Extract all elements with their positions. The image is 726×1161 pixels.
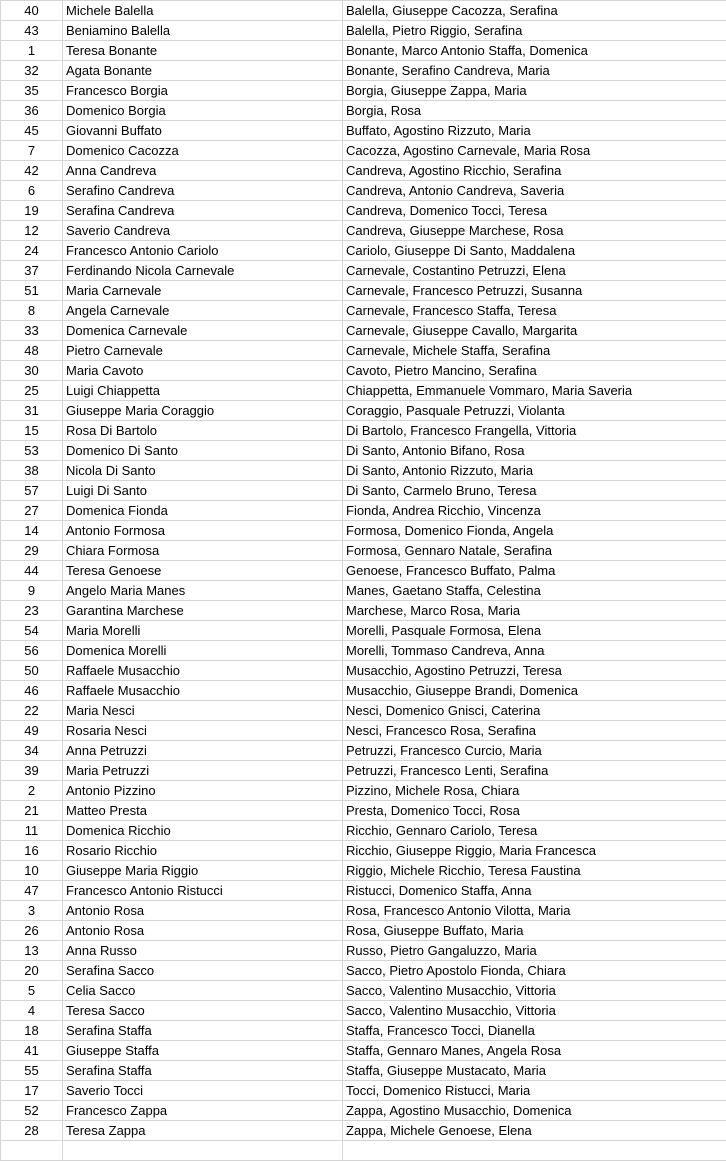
cell-number[interactable]: 16 [1, 841, 63, 861]
table-row [1, 301, 726, 321]
cell-number[interactable]: 19 [1, 201, 63, 221]
table-row [1, 281, 726, 301]
table-row [1, 241, 726, 261]
table-row [1, 181, 726, 201]
cell-name[interactable]: Garantina Marchese [63, 601, 343, 621]
cell-name[interactable]: Francesco Antonio Cariolo [63, 241, 343, 261]
table-row [1, 1, 726, 21]
cell-name[interactable]: Anna Russo [63, 941, 343, 961]
cell-number[interactable]: 20 [1, 961, 63, 981]
cell-name[interactable]: Francesco Zappa [63, 1101, 343, 1121]
cell-name[interactable]: Maria Cavoto [63, 361, 343, 381]
cell-number[interactable]: 30 [1, 361, 63, 381]
table-row [1, 681, 726, 701]
cell-name[interactable]: Serafina Sacco [63, 961, 343, 981]
table-row [1, 701, 726, 721]
cell-name[interactable]: Antonio Rosa [63, 921, 343, 941]
cell-parents[interactable]: Cariolo, Giuseppe Di Santo, Maddalena [343, 241, 726, 261]
cell-name[interactable]: Saverio Tocci [63, 1081, 343, 1101]
cell-parents[interactable]: Carnevale, Francesco Staffa, Teresa [343, 301, 726, 321]
cell-number[interactable]: 10 [1, 861, 63, 881]
cell-name[interactable]: Matteo Presta [63, 801, 343, 821]
cell-name[interactable]: Domenico Borgia [63, 101, 343, 121]
table-row [1, 1081, 726, 1101]
cell-name[interactable]: Luigi Di Santo [63, 481, 343, 501]
cell-parents[interactable]: Nesci, Francesco Rosa, Serafina [343, 721, 726, 741]
cell-number[interactable]: 26 [1, 921, 63, 941]
table-row [1, 961, 726, 981]
cell-number[interactable]: 47 [1, 881, 63, 901]
cell-name[interactable]: Serafina Staffa [63, 1021, 343, 1041]
cell-name[interactable]: Domenica Carnevale [63, 321, 343, 341]
cell-parents[interactable]: Coraggio, Pasquale Petruzzi, Violanta [343, 401, 726, 421]
cell-name[interactable]: Maria Nesci [63, 701, 343, 721]
cell-name[interactable]: Giovanni Buffato [63, 121, 343, 141]
table-row [1, 321, 726, 341]
cell-parents[interactable]: Presta, Domenico Tocci, Rosa [343, 801, 726, 821]
table-row [1, 381, 726, 401]
cell-number[interactable]: 46 [1, 681, 63, 701]
cell-number[interactable]: 40 [1, 1, 63, 21]
table-row [1, 501, 726, 521]
cell-number[interactable]: 17 [1, 1081, 63, 1101]
cell-name[interactable]: Beniamino Balella [63, 21, 343, 41]
table-row [1, 261, 726, 281]
cell-number[interactable]: 3 [1, 901, 63, 921]
cell-number[interactable]: 6 [1, 181, 63, 201]
cell-name[interactable]: Nicola Di Santo [63, 461, 343, 481]
cell-number[interactable]: 5 [1, 981, 63, 1001]
cell-number[interactable]: 51 [1, 281, 63, 301]
cell-name[interactable]: Raffaele Musacchio [63, 661, 343, 681]
cell-number[interactable]: 8 [1, 301, 63, 321]
cell-parents[interactable]: Zappa, Agostino Musacchio, Domenica [343, 1101, 726, 1121]
table-row [1, 401, 726, 421]
cell-parents[interactable]: Zappa, Michele Genoese, Elena [343, 1121, 726, 1141]
cell-number[interactable]: 50 [1, 661, 63, 681]
cell-parents[interactable]: Morelli, Tommaso Candreva, Anna [343, 641, 726, 661]
cell-parents[interactable]: Candreva, Giuseppe Marchese, Rosa [343, 221, 726, 241]
cell-name[interactable]: Teresa Bonante [63, 41, 343, 61]
table-row [1, 1121, 726, 1141]
cell-name[interactable]: Giuseppe Maria Riggio [63, 861, 343, 881]
cell-parents[interactable]: Sacco, Pietro Apostolo Fionda, Chiara [343, 961, 726, 981]
table-row [1, 441, 726, 461]
table-row [1, 1001, 726, 1021]
cell-number[interactable]: 18 [1, 1021, 63, 1041]
cell-number[interactable]: 57 [1, 481, 63, 501]
cell-name[interactable]: Michele Balella [63, 1, 343, 21]
cell-number[interactable]: 15 [1, 421, 63, 441]
table-row [1, 661, 726, 681]
cell-name[interactable]: Domenico Cacozza [63, 141, 343, 161]
cell-parents[interactable]: Cacozza, Agostino Carnevale, Maria Rosa [343, 141, 726, 161]
cell-parents[interactable]: Candreva, Domenico Tocci, Teresa [343, 201, 726, 221]
cell-number[interactable]: 39 [1, 761, 63, 781]
table-row [1, 721, 726, 741]
cell-parents[interactable]: Staffa, Giuseppe Mustacato, Maria [343, 1061, 726, 1081]
cell-parents[interactable]: Balella, Pietro Riggio, Serafina [343, 21, 726, 41]
cell-name[interactable]: Luigi Chiappetta [63, 381, 343, 401]
table-row [1, 521, 726, 541]
cell-name[interactable]: Anna Petruzzi [63, 741, 343, 761]
table-row [1, 1041, 726, 1061]
cell-number[interactable]: 21 [1, 801, 63, 821]
cell-number[interactable]: 35 [1, 81, 63, 101]
cell-parents[interactable]: Pizzino, Michele Rosa, Chiara [343, 781, 726, 801]
cell-parents[interactable]: Formosa, Domenico Fionda, Angela [343, 521, 726, 541]
table-row [1, 841, 726, 861]
table-row [1, 141, 726, 161]
table-row [1, 801, 726, 821]
cell-number[interactable]: 53 [1, 441, 63, 461]
cell-name[interactable]: Domenica Fionda [63, 501, 343, 521]
cell-parents[interactable]: Sacco, Valentino Musacchio, Vittoria [343, 1001, 726, 1021]
cell-number[interactable]: 56 [1, 641, 63, 661]
cell-parents[interactable]: Nesci, Domenico Gnisci, Caterina [343, 701, 726, 721]
table-row [1, 621, 726, 641]
cell-parents[interactable]: Carnevale, Francesco Petruzzi, Susanna [343, 281, 726, 301]
cell-number[interactable]: 32 [1, 61, 63, 81]
cell-parents[interactable]: Tocci, Domenico Ristucci, Maria [343, 1081, 726, 1101]
cell-name[interactable]: Celia Sacco [63, 981, 343, 1001]
cell-number[interactable]: 48 [1, 341, 63, 361]
table-row [1, 161, 726, 181]
cell-number[interactable]: 1 [1, 41, 63, 61]
table-row [1, 201, 726, 221]
cell-parents[interactable]: Ricchio, Giuseppe Riggio, Maria Francesca [343, 841, 726, 861]
cell-number[interactable]: 28 [1, 1121, 63, 1141]
cell-parents[interactable]: Morelli, Pasquale Formosa, Elena [343, 621, 726, 641]
cell-parents[interactable]: Ricchio, Gennaro Cariolo, Teresa [343, 821, 726, 841]
table-row [1, 941, 726, 961]
cell-parents[interactable]: Rosa, Francesco Antonio Vilotta, Maria [343, 901, 726, 921]
cell-number[interactable]: 45 [1, 121, 63, 141]
table-row [1, 41, 726, 61]
cell-name[interactable]: Ferdinando Nicola Carnevale [63, 261, 343, 281]
cell-name[interactable]: Agata Bonante [63, 61, 343, 81]
cell-parents[interactable]: Marchese, Marco Rosa, Maria [343, 601, 726, 621]
cell-number[interactable]: 25 [1, 381, 63, 401]
cell-number[interactable]: 22 [1, 701, 63, 721]
cell-parents[interactable]: Borgia, Giuseppe Zappa, Maria [343, 81, 726, 101]
cell-name[interactable]: Rosario Ricchio [63, 841, 343, 861]
cell-name[interactable]: Maria Morelli [63, 621, 343, 641]
cell-number[interactable]: 42 [1, 161, 63, 181]
table-row [1, 561, 726, 581]
cell-parents[interactable]: Genoese, Francesco Buffato, Palma [343, 561, 726, 581]
table-row [1, 1101, 726, 1121]
cell-name[interactable]: Serafino Candreva [63, 181, 343, 201]
cell-number[interactable]: 37 [1, 261, 63, 281]
cell-number[interactable]: 2 [1, 781, 63, 801]
cell-parents[interactable]: Riggio, Michele Ricchio, Teresa Faustina [343, 861, 726, 881]
cell-name[interactable]: Teresa Zappa [63, 1121, 343, 1141]
cell-name[interactable]: Teresa Genoese [63, 561, 343, 581]
cell-parents[interactable]: Candreva, Agostino Ricchio, Serafina [343, 161, 726, 181]
table-row [1, 581, 726, 601]
cell-parents[interactable]: Di Santo, Antonio Bifano, Rosa [343, 441, 726, 461]
cell-name[interactable]: Francesco Borgia [63, 81, 343, 101]
cell-number[interactable]: 7 [1, 141, 63, 161]
table-row [1, 981, 726, 1001]
cell-parents[interactable]: Manes, Gaetano Staffa, Celestina [343, 581, 726, 601]
cell-parents[interactable]: Balella, Giuseppe Cacozza, Serafina [343, 1, 726, 21]
cell-name[interactable]: Giuseppe Maria Coraggio [63, 401, 343, 421]
cell-parents[interactable]: Cavoto, Pietro Mancino, Serafina [343, 361, 726, 381]
cell-name[interactable]: Domenico Di Santo [63, 441, 343, 461]
cell-parents[interactable]: Carnevale, Michele Staffa, Serafina [343, 341, 726, 361]
cell-parents[interactable] [343, 1141, 726, 1161]
table-row [1, 821, 726, 841]
cell-parents[interactable]: Formosa, Gennaro Natale, Serafina [343, 541, 726, 561]
table-row [1, 221, 726, 241]
cell-parents[interactable]: Buffato, Agostino Rizzuto, Maria [343, 121, 726, 141]
cell-name[interactable]: Maria Petruzzi [63, 761, 343, 781]
cell-name[interactable]: Antonio Formosa [63, 521, 343, 541]
table-row [1, 461, 726, 481]
cell-number[interactable]: 33 [1, 321, 63, 341]
cell-parents[interactable]: Di Santo, Antonio Rizzuto, Maria [343, 461, 726, 481]
cell-number[interactable]: 36 [1, 101, 63, 121]
cell-number[interactable]: 43 [1, 21, 63, 41]
table-row [1, 541, 726, 561]
cell-name[interactable]: Francesco Antonio Ristucci [63, 881, 343, 901]
table-row [1, 341, 726, 361]
cell-number[interactable]: 14 [1, 521, 63, 541]
table-row [1, 601, 726, 621]
table-row [1, 761, 726, 781]
cell-number[interactable]: 23 [1, 601, 63, 621]
cell-number[interactable]: 29 [1, 541, 63, 561]
cell-name[interactable]: Giuseppe Staffa [63, 1041, 343, 1061]
cell-number[interactable]: 54 [1, 621, 63, 641]
cell-parents[interactable]: Bonante, Marco Antonio Staffa, Domenica [343, 41, 726, 61]
cell-parents[interactable]: Sacco, Valentino Musacchio, Vittoria [343, 981, 726, 1001]
cell-number[interactable]: 24 [1, 241, 63, 261]
cell-name[interactable]: Antonio Pizzino [63, 781, 343, 801]
table-row [1, 1021, 726, 1041]
table-row [1, 781, 726, 801]
table-row [1, 641, 726, 661]
table-row [1, 121, 726, 141]
cell-parents[interactable]: Carnevale, Giuseppe Cavallo, Margarita [343, 321, 726, 341]
cell-name[interactable]: Saverio Candreva [63, 221, 343, 241]
table-row [1, 921, 726, 941]
cell-parents[interactable]: Petruzzi, Francesco Curcio, Maria [343, 741, 726, 761]
cell-name[interactable]: Chiara Formosa [63, 541, 343, 561]
cell-name[interactable]: Teresa Sacco [63, 1001, 343, 1021]
cell-number[interactable]: 9 [1, 581, 63, 601]
table-body [1, 1, 726, 1161]
cell-name[interactable]: Rosa Di Bartolo [63, 421, 343, 441]
cell-name[interactable]: Domenica Ricchio [63, 821, 343, 841]
cell-name[interactable]: Raffaele Musacchio [63, 681, 343, 701]
table-row [1, 361, 726, 381]
cell-parents[interactable]: Staffa, Gennaro Manes, Angela Rosa [343, 1041, 726, 1061]
cell-number[interactable]: 38 [1, 461, 63, 481]
cell-name[interactable]: Antonio Rosa [63, 901, 343, 921]
cell-name[interactable]: Serafina Candreva [63, 201, 343, 221]
cell-parents[interactable]: Chiappetta, Emmanuele Vommaro, Maria Saveria [343, 381, 726, 401]
table-row [1, 1061, 726, 1081]
table-row [1, 21, 726, 41]
cell-name[interactable] [63, 1141, 343, 1161]
table-row [1, 741, 726, 761]
table-row [1, 481, 726, 501]
cell-name[interactable]: Maria Carnevale [63, 281, 343, 301]
cell-parents[interactable]: Borgia, Rosa [343, 101, 726, 121]
cell-number[interactable]: 41 [1, 1041, 63, 1061]
cell-number[interactable]: 12 [1, 221, 63, 241]
cell-parents[interactable]: Candreva, Antonio Candreva, Saveria [343, 181, 726, 201]
cell-parents[interactable]: Ristucci, Domenico Staffa, Anna [343, 881, 726, 901]
cell-number[interactable]: 31 [1, 401, 63, 421]
cell-name[interactable]: Rosaria Nesci [63, 721, 343, 741]
table-row [1, 861, 726, 881]
cell-parents[interactable]: Carnevale, Costantino Petruzzi, Elena [343, 261, 726, 281]
cell-number[interactable]: 34 [1, 741, 63, 761]
cell-parents[interactable]: Di Bartolo, Francesco Frangella, Vittoria [343, 421, 726, 441]
table-row [1, 81, 726, 101]
cell-number[interactable]: 44 [1, 561, 63, 581]
cell-parents[interactable]: Staffa, Francesco Tocci, Dianella [343, 1021, 726, 1041]
cell-number[interactable]: 13 [1, 941, 63, 961]
cell-name[interactable]: Serafina Staffa [63, 1061, 343, 1081]
cell-parents[interactable]: Petruzzi, Francesco Lenti, Serafina [343, 761, 726, 781]
cell-parents[interactable]: Musacchio, Agostino Petruzzi, Teresa [343, 661, 726, 681]
cell-parents[interactable]: Russo, Pietro Gangaluzzo, Maria [343, 941, 726, 961]
cell-number[interactable] [1, 1141, 63, 1161]
cell-number[interactable]: 55 [1, 1061, 63, 1081]
cell-parents[interactable]: Rosa, Giuseppe Buffato, Maria [343, 921, 726, 941]
table-row [1, 881, 726, 901]
cell-parents[interactable]: Musacchio, Giuseppe Brandi, Domenica [343, 681, 726, 701]
cell-parents[interactable]: Bonante, Serafino Candreva, Maria [343, 61, 726, 81]
cell-name[interactable]: Anna Candreva [63, 161, 343, 181]
cell-parents[interactable]: Fionda, Andrea Ricchio, Vincenza [343, 501, 726, 521]
cell-number[interactable]: 27 [1, 501, 63, 521]
cell-number[interactable]: 4 [1, 1001, 63, 1021]
cell-name[interactable]: Angela Carnevale [63, 301, 343, 321]
cell-number[interactable]: 52 [1, 1101, 63, 1121]
cell-name[interactable]: Pietro Carnevale [63, 341, 343, 361]
table-row [1, 61, 726, 81]
table-row [1, 1141, 726, 1161]
cell-number[interactable]: 49 [1, 721, 63, 741]
cell-number[interactable]: 11 [1, 821, 63, 841]
table-row [1, 901, 726, 921]
cell-name[interactable]: Angelo Maria Manes [63, 581, 343, 601]
table-row [1, 101, 726, 121]
cell-name[interactable]: Domenica Morelli [63, 641, 343, 661]
cell-parents[interactable]: Di Santo, Carmelo Bruno, Teresa [343, 481, 726, 501]
table-row [1, 421, 726, 441]
